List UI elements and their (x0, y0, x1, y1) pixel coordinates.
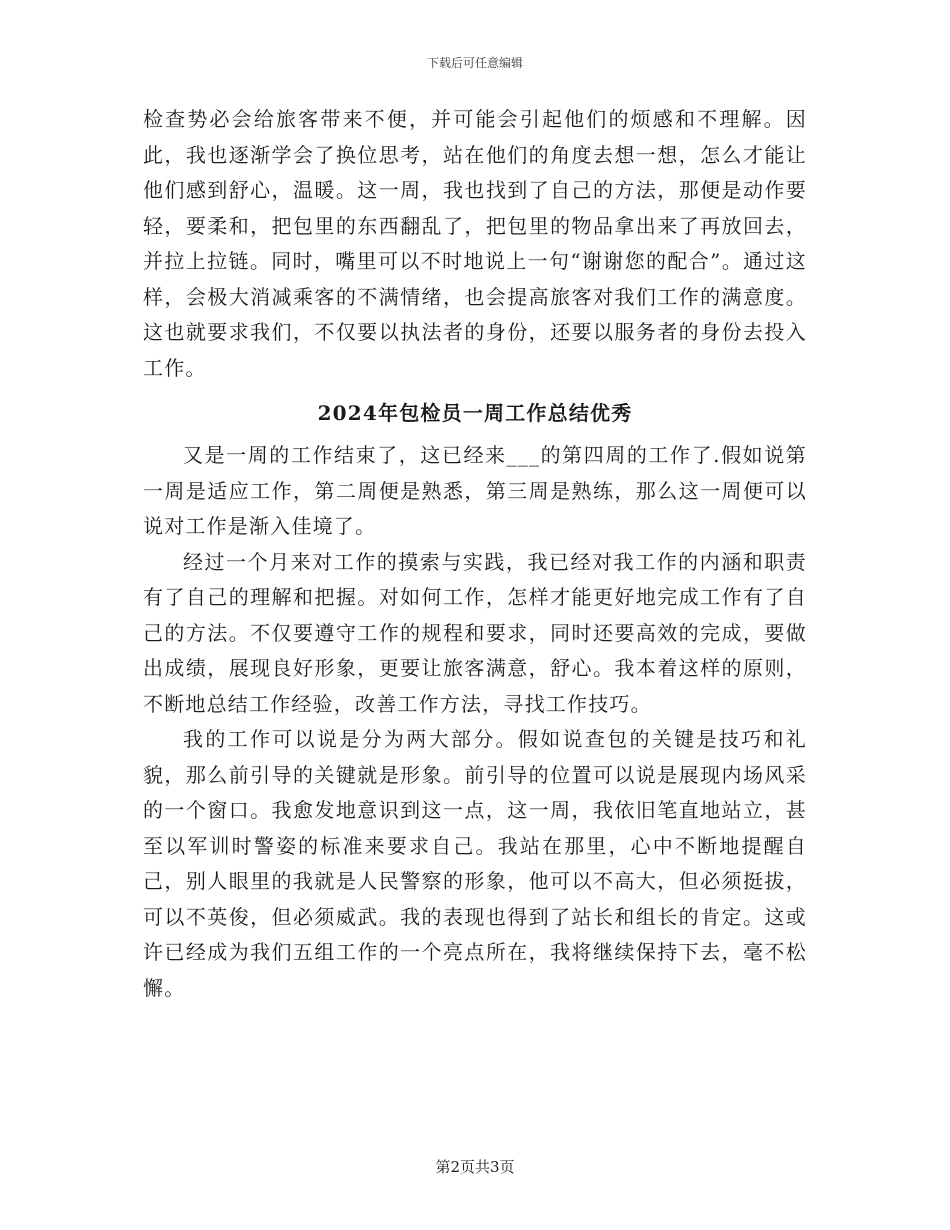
page-header: 下载后可任意编辑 (426, 56, 523, 70)
page-number: 第2页共3页 (435, 1158, 515, 1176)
paragraph-2: 经过一个月来对工作的摸索与实践，我已经对我工作的内涵和职责有了自己的理解和把握。对如何工作，怎样才能更好地完成工作有了自己的方法。不仅要遵守工作的规程和要求，同时还要高效的完成，要做出成绩，展现良好形象，更要让旅客满意，舒心。我本着这样的原则，不断地总结工作经验，改善工作方法，寻找工作技巧。 (143, 549, 807, 716)
section-title: 2024年包检员一周工作总结优秀 (317, 401, 633, 425)
continued-paragraph: 检查势必会给旅客带来不便，并可能会引起他们的烦感和不理解。因此，我也逐渐学会了换位思考，站在他们的角度去想一想，怎么才能让他们感到舒心，温暖。这一周，我也找到了自己的方法，那便是动作要轻，要柔和，把包里的东西翻乱了，把包里的物品拿出来了再放回去，并拉上拉链。同时，嘴里可以不时地说上一句“谢谢您的配合”。通过这样，会极大消减乘客的不满情绪，也会提高旅客对我们工作的满意度。这也就要求我们，不仅要以执法者的身份，还要以服务者的身份去投入工作。 (143, 107, 807, 380)
paragraph-1: 又是一周的工作结束了，这已经来___的第四周的工作了.假如说第一周是适应工作，第二周便是熟悉，第三周是熟练，那么这一周便可以说对工作是渐入佳境了。 (143, 443, 807, 538)
paragraph-3: 我的工作可以说是分为两大部分。假如说查包的关键是技巧和礼貌，那么前引导的关键就是形象。前引导的位置可以说是展现内场风采的一个窗口。我愈发地意识到这一点，这一周，我依旧笔直地站立，甚至以军训时警姿的标准来要求自己。我站在那里，心中不断地提醒自己，别人眼里的我就是人民警察的形象，他可以不高大，但必须挺拔，可以不英俊，但必须威武。我的表现也得到了站长和组长的肯定。这或许已经成为我们五组工作的一个亮点所在，我将继续保持下去，毫不松懈。 (143, 727, 807, 1000)
document-body (143, 102, 807, 1006)
